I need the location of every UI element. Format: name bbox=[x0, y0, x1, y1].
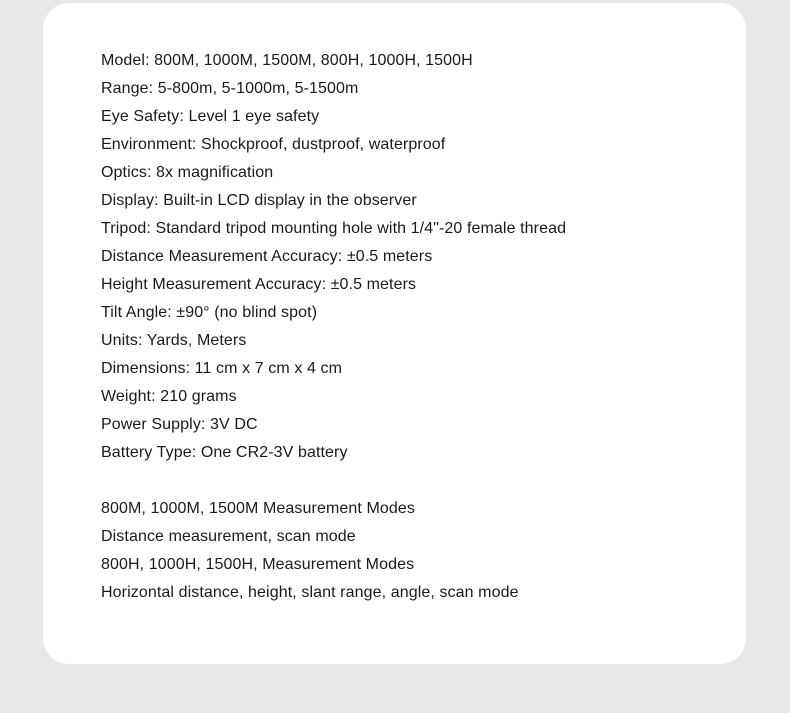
modes-line-m-title: 800M, 1000M, 1500M Measurement Modes bbox=[101, 500, 415, 517]
spec-line-display: Display: Built-in LCD display in the observer bbox=[101, 192, 417, 209]
spec-line-dimensions: Dimensions: 11 cm x 7 cm x 4 cm bbox=[101, 360, 343, 377]
spec-card bbox=[43, 3, 746, 664]
spec-line-battery-type: Battery Type: One CR2-3V battery bbox=[101, 444, 348, 461]
spec-card-content bbox=[43, 3, 746, 607]
spec-line-tilt-angle: Tilt Angle: ±90° (no blind spot) bbox=[101, 304, 318, 321]
spec-line-range: Range: 5-800m, 5-1000m, 5-1500m bbox=[101, 80, 359, 97]
spec-line-eye-safety: Eye Safety: Level 1 eye safety bbox=[101, 108, 320, 125]
spec-line-distance-accuracy: Distance Measurement Accuracy: ±0.5 meters bbox=[101, 248, 433, 265]
spec-line-power-supply: Power Supply: 3V DC bbox=[101, 416, 258, 433]
modes-line-m-detail: Distance measurement, scan mode bbox=[101, 528, 356, 545]
modes-line-h-detail: Horizontal distance, height, slant range, angle, scan mode bbox=[101, 584, 519, 601]
spec-line-units: Units: Yards, Meters bbox=[101, 332, 247, 349]
spec-line-optics: Optics: 8x magnification bbox=[101, 164, 274, 181]
spec-line-weight: Weight: 210 grams bbox=[101, 388, 237, 405]
measurement-modes-list bbox=[101, 495, 706, 607]
spec-line-environment: Environment: Shockproof, dustproof, waterproof bbox=[101, 136, 446, 153]
spec-line-model: Model: 800M, 1000M, 1500M, 800H, 1000H, 1500H bbox=[101, 52, 473, 69]
modes-line-h-title: 800H, 1000H, 1500H, Measurement Modes bbox=[101, 556, 415, 573]
specifications-list bbox=[101, 47, 706, 467]
spec-line-tripod: Tripod: Standard tripod mounting hole with 1/4"-20 female thread bbox=[101, 220, 567, 237]
spec-line-height-accuracy: Height Measurement Accuracy: ±0.5 meters bbox=[101, 276, 417, 293]
